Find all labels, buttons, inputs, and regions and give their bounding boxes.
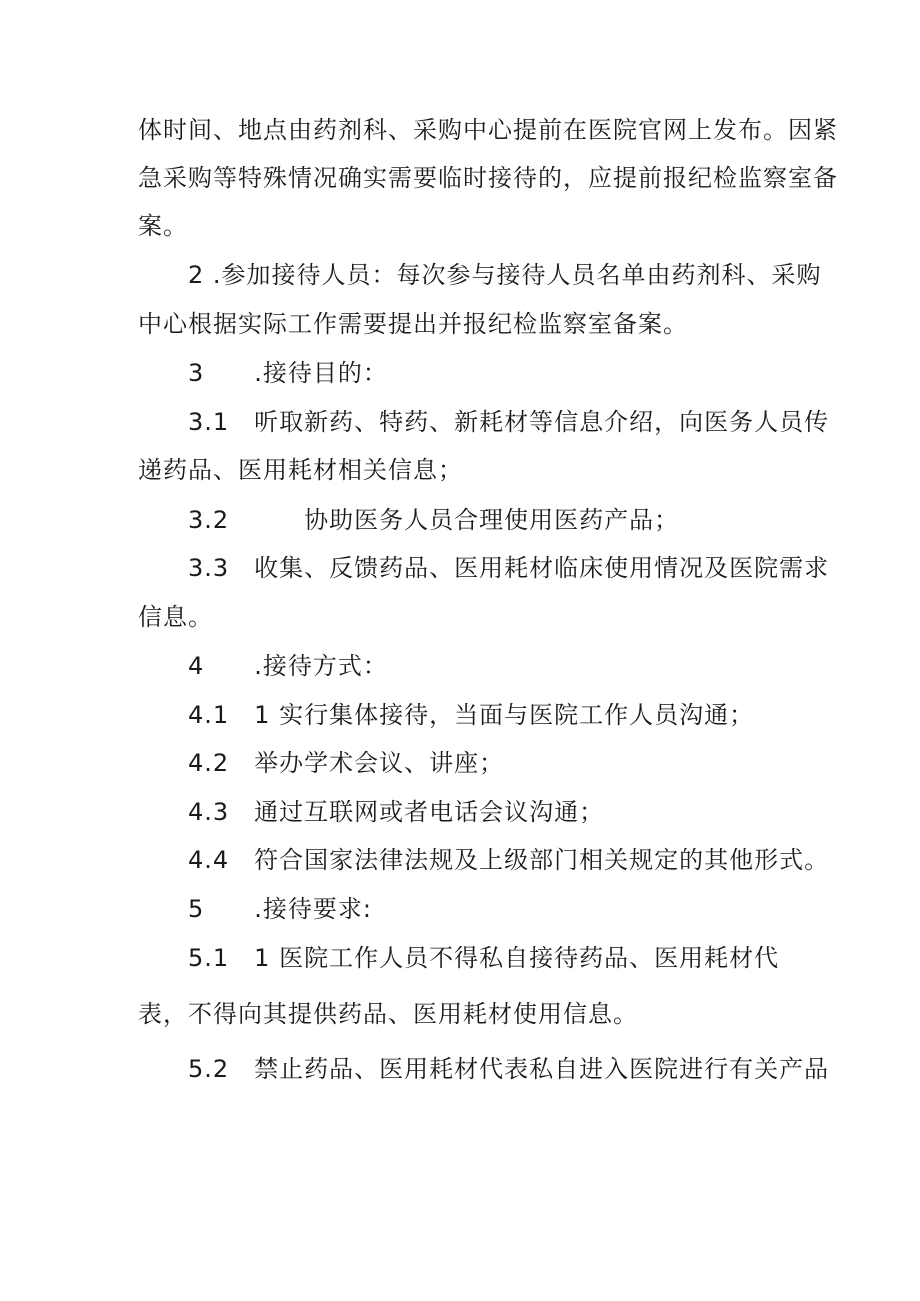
- section-4-heading: 4 .接待方式：: [188, 652, 388, 680]
- item-3-3: 3.3 收集、反馈药品、医用耗材临床使用情况及医院需求: [188, 554, 830, 582]
- paragraph-line: 表，不得向其提供药品、医用耗材使用信息。: [138, 1000, 638, 1028]
- paragraph-line: 信息。: [138, 603, 213, 631]
- section-2-heading: 2 .参加接待人员：每次参与接待人员名单由药剂科、采购: [188, 261, 822, 289]
- paragraph-line: 中心根据实际工作需要提出并报纪检监察室备案。: [138, 310, 688, 338]
- item-5-2: 5.2 禁止药品、医用耗材代表私自进入医院进行有关产品: [188, 1055, 830, 1083]
- item-3-2: 3.2 协助医务人员合理使用医药产品；: [188, 506, 680, 534]
- section-3-heading: 3 .接待目的：: [188, 359, 388, 387]
- item-4-3: 4.3 通过互联网或者电话会议沟通；: [188, 798, 605, 826]
- paragraph-line: 体时间、地点由药剂科、采购中心提前在医院官网上发布。因紧: [138, 116, 838, 144]
- item-5-1: 5.1 1 医院工作人员不得私自接待药品、医用耗材代: [188, 944, 780, 972]
- item-4-2: 4.2 举办学术会议、讲座；: [188, 749, 505, 777]
- paragraph-line: 递药品、医用耗材相关信息；: [138, 456, 463, 484]
- item-4-1: 4.1 1 实行集体接待，当面与医院工作人员沟通；: [188, 701, 755, 729]
- item-3-1: 3.1 听取新药、特药、新耗材等信息介绍，向医务人员传: [188, 408, 830, 436]
- item-4-4: 4.4 符合国家法律法规及上级部门相关规定的其他形式。: [188, 846, 830, 874]
- section-5-heading: 5 .接待要求:: [188, 895, 372, 923]
- paragraph-line: 急采购等特殊情况确实需要临时接待的，应提前报纪检监察室备: [138, 164, 838, 192]
- paragraph-line: 案。: [138, 212, 188, 240]
